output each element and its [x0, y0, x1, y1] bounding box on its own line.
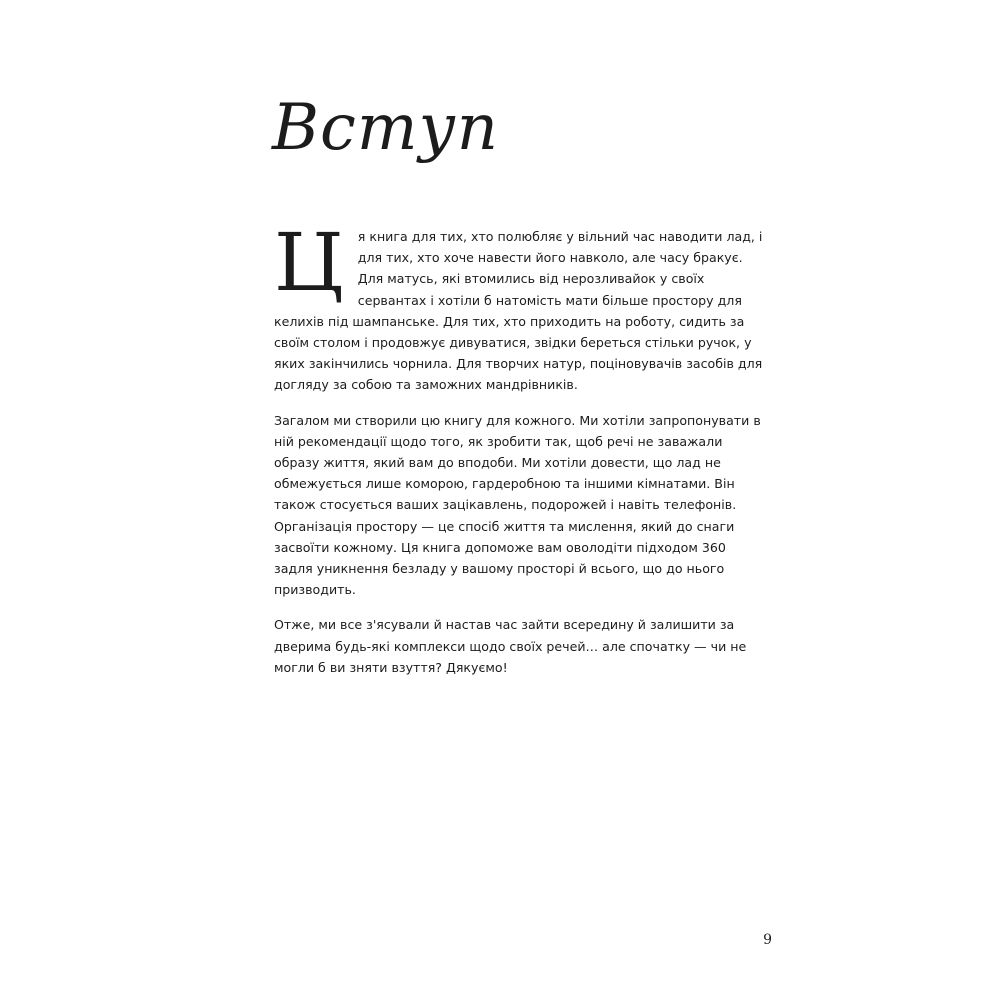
chapter-title: Вступ — [272, 91, 499, 165]
paragraph-2: Загалом ми створили цю книгу для кожного. Ми хотіли запропонувати в ній рекомендації щодо того, як зробити так, щоб речі не заважали образу життя, який вам до вподоби. Ми хотіли довести, що лад не обмежується лише коморою, гардеробною та іншими кімнатами. Він також стосується ваших зацікавлень, подорожей і навіть телефонів. Організація простору — це спосіб життя та мислення, який до снаги засвоїти кожному. Ця книга допоможе вам оволодіти підходом 360 задля уникнення безладу у вашому просторі й всього, що до нього призводить. — [274, 412, 761, 598]
paragraph-3: Отже, ми все з'ясували й настав час зайти всередину й залишити за дверима будь-які комплекси щодо своїх речей… але спочатку — чи не могли б ви зняти взуття? Дякуємо! — [274, 617, 747, 675]
intro-paragraph — [274, 216, 766, 396]
page-number: 9 — [763, 932, 772, 948]
intro-text: я книга для тих, хто полюбляє у вільний час наводити лад, і для тих, хто хоче навести його навколо, але часу бракує. Для матусь, які втомились від нерозливайок у своїх сервантах і хотіли б натомість мати більше простору для келихів під шампанське. Для тих, хто приходить на роботу, сидить за своїм столом і продовжує дивуватися, звідки береться стільки ручок, у яких закінчились чорнила. Для творчих натур, поціновувачів засобів для догляду за собою та заможних мандрівників. — [274, 229, 763, 393]
chapter-body — [274, 216, 766, 692]
drop-cap: Ц — [274, 216, 344, 309]
